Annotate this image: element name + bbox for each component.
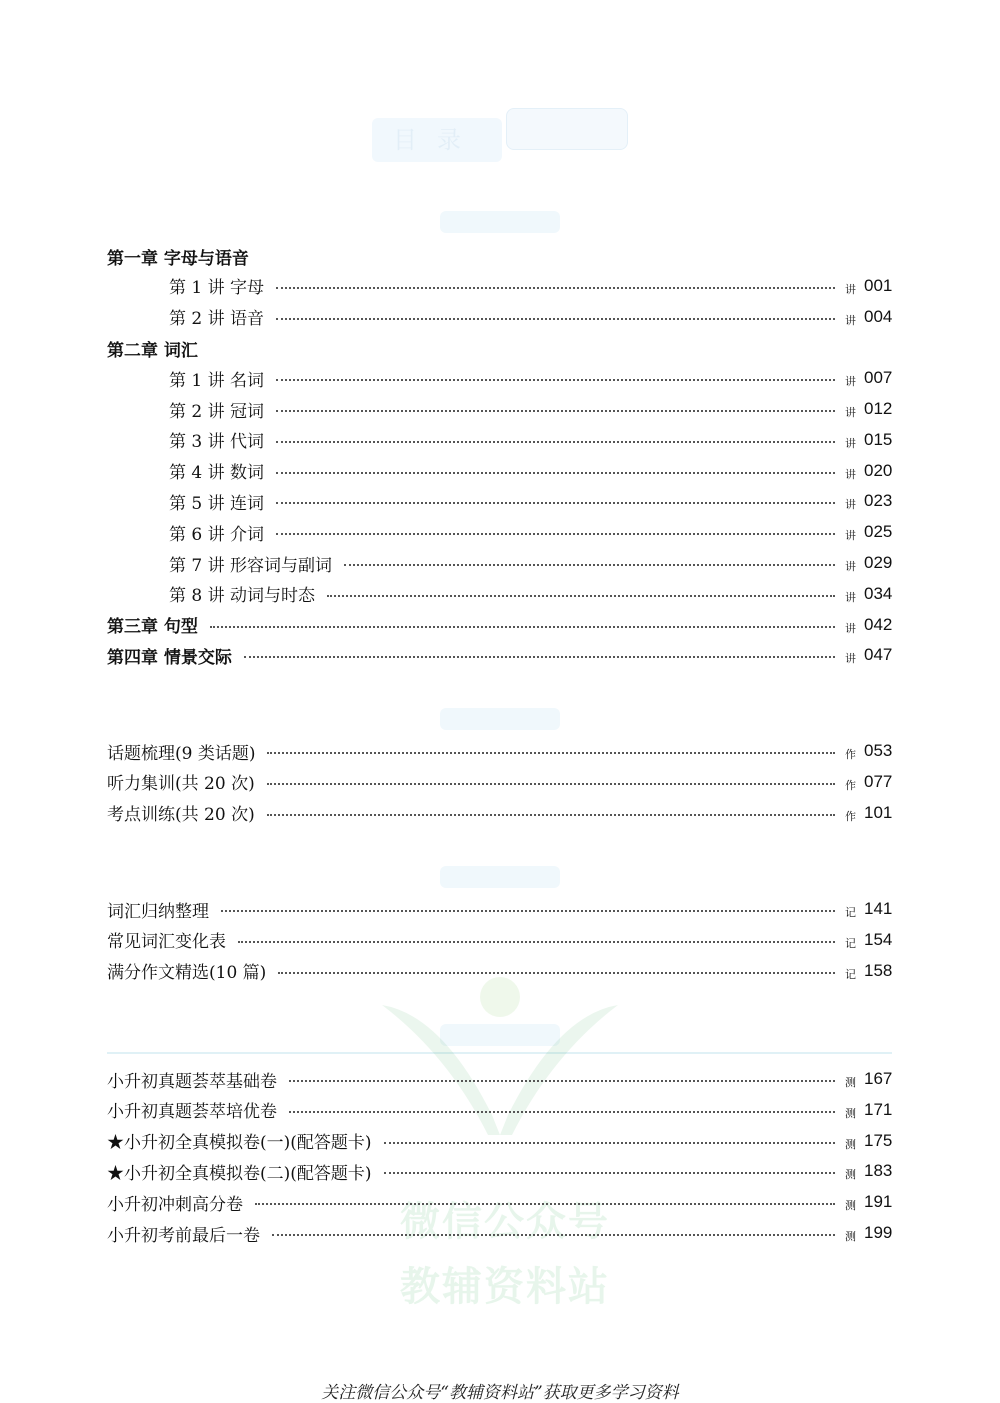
watermark-line1: 微信公众号 — [400, 1199, 610, 1245]
dot-leader — [384, 1142, 835, 1144]
entry-tag: 讲 — [845, 375, 856, 389]
entry-label: 常见词汇变化表 — [107, 932, 226, 953]
dot-leader — [238, 941, 835, 943]
entry-label: 第 2 讲 语音 — [169, 309, 265, 330]
dot-leader — [384, 1172, 835, 1174]
toc-entry[interactable] — [107, 459, 892, 483]
page-number: 023 — [864, 491, 893, 511]
dot-leader — [267, 814, 835, 816]
page-number: 053 — [864, 741, 893, 760]
entry-tag: 讲 — [845, 590, 856, 604]
page-number: 001 — [864, 275, 893, 295]
watermark-line2: 教辅资料站 — [400, 1264, 610, 1310]
entry-tag: 讲 — [845, 621, 856, 635]
entry-label: 考点训练(共 20 次) — [107, 805, 255, 826]
dot-leader — [276, 318, 835, 320]
entry-tag: 记 — [845, 967, 856, 981]
entry-tag: 测 — [845, 1137, 856, 1151]
page-number: 171 — [864, 1099, 893, 1119]
page-number: 029 — [864, 553, 893, 572]
entry-label: 词汇归纳整理 — [107, 901, 209, 922]
entry-tag: 作 — [845, 778, 856, 792]
entry-tag: 作 — [845, 748, 856, 761]
footer-note: 关注微信公众号“教辅资料站”获取更多学习资料 — [321, 1383, 679, 1403]
toc-entry[interactable] — [107, 428, 892, 452]
entry-tag: 讲 — [845, 467, 856, 481]
page-number: 077 — [864, 771, 893, 791]
entry-tag: 讲 — [845, 406, 856, 419]
entry-tag: 讲 — [845, 436, 856, 450]
entry-label: 第 6 讲 介词 — [169, 524, 265, 545]
section-header-memory — [440, 866, 560, 888]
dot-leader — [344, 564, 835, 566]
toc-entry[interactable] — [107, 520, 892, 544]
toc-entry[interactable] — [107, 397, 892, 421]
toc-title: 目录 — [372, 118, 502, 162]
entry-label: 第 8 讲 动词与时态 — [169, 586, 316, 607]
chapter-heading: 第二章 词汇 — [107, 341, 198, 362]
entry-tag: 测 — [845, 1199, 856, 1213]
dot-leader — [276, 379, 835, 381]
entry-tag: 测 — [845, 1230, 856, 1243]
toc-entry[interactable] — [107, 582, 892, 606]
page-number: 175 — [864, 1130, 893, 1150]
dot-leader — [289, 1080, 835, 1082]
toc-entry[interactable] — [107, 613, 892, 637]
dot-leader — [221, 910, 835, 912]
entry-tag: 记 — [845, 906, 856, 919]
toc-entry[interactable] — [107, 801, 892, 825]
dot-leader — [276, 472, 835, 474]
toc-entry[interactable] — [107, 489, 892, 513]
toc-entry[interactable] — [107, 305, 892, 329]
page-number: 191 — [864, 1192, 893, 1212]
section-header-lectures — [440, 211, 560, 233]
entry-tag: 作 — [845, 809, 856, 823]
page-number: 154 — [864, 929, 893, 949]
toc-entry[interactable] — [107, 1159, 892, 1183]
page-number: 183 — [864, 1161, 893, 1181]
dot-leader — [276, 502, 835, 504]
toc-entry[interactable] — [107, 1221, 892, 1245]
dot-leader — [276, 287, 835, 289]
dot-leader — [276, 441, 835, 443]
page-number: 025 — [864, 522, 893, 542]
entry-label: 第 7 讲 形容词与副词 — [169, 555, 333, 576]
toc-entry[interactable] — [107, 643, 892, 667]
entry-label: 第 2 讲 冠词 — [169, 401, 265, 422]
entry-label: 第 4 讲 数词 — [169, 463, 265, 484]
entry-tag: 讲 — [845, 498, 856, 512]
entry-label: 第 1 讲 名词 — [169, 370, 265, 391]
toc-entry[interactable] — [107, 1098, 892, 1122]
entry-tag: 讲 — [845, 313, 856, 327]
section-header-writing — [440, 708, 560, 730]
entry-label: 小升初考前最后一卷 — [107, 1225, 260, 1246]
dot-leader — [289, 1111, 835, 1113]
entry-label: 第三章 句型 — [107, 617, 198, 638]
entry-label: 小升初冲刺高分卷 — [107, 1194, 243, 1215]
toc-entry[interactable] — [107, 770, 892, 794]
page-number: 167 — [864, 1069, 893, 1088]
dot-leader — [267, 752, 835, 754]
page-number: 007 — [864, 368, 893, 388]
dot-leader — [276, 410, 835, 412]
dot-leader — [255, 1203, 835, 1205]
entry-tag: 测 — [845, 1076, 856, 1089]
page-number: 015 — [864, 429, 893, 449]
dot-leader — [267, 783, 835, 785]
entry-tag: 测 — [845, 1168, 856, 1182]
toc-entry[interactable] — [107, 1190, 892, 1214]
toc-entry[interactable] — [107, 1067, 892, 1091]
page-number: 101 — [864, 802, 893, 822]
entry-label: 小升初真题荟萃基础卷 — [107, 1071, 277, 1092]
entry-tag: 记 — [845, 936, 856, 950]
dot-leader — [272, 1234, 835, 1236]
entry-label: 第四章 情景交际 — [107, 647, 232, 668]
page-number: 042 — [864, 614, 893, 634]
entry-label: 满分作文精选(10 篇) — [107, 963, 267, 984]
dot-leader — [244, 656, 835, 658]
entry-label: 话题梳理(9 类话题) — [107, 743, 256, 764]
dot-leader — [278, 972, 835, 974]
dot-leader — [327, 595, 835, 597]
entry-label: ★小升初全真模拟卷(二)(配答题卡) — [107, 1163, 372, 1184]
toc-entry[interactable] — [107, 551, 892, 575]
entry-tag: 测 — [845, 1106, 856, 1120]
page-number: 020 — [864, 460, 893, 480]
toc-entry[interactable] — [107, 1129, 892, 1153]
page-number: 004 — [864, 306, 893, 326]
page-number: 199 — [864, 1223, 893, 1242]
entry-label: 小升初真题荟萃培优卷 — [107, 1102, 277, 1123]
title-tag-badge — [506, 108, 628, 150]
entry-tag: 讲 — [845, 282, 856, 296]
toc-entry[interactable] — [107, 366, 892, 390]
dot-leader — [210, 626, 835, 628]
toc-entry[interactable] — [107, 897, 892, 921]
entry-label: 第 3 讲 代词 — [169, 432, 265, 453]
entry-tag: 讲 — [845, 560, 856, 573]
toc-entry[interactable] — [107, 274, 892, 298]
page-number: 012 — [864, 399, 893, 418]
entry-label: 第 5 讲 连词 — [169, 493, 265, 514]
page-number: 141 — [864, 899, 893, 918]
entry-label: ★小升初全真模拟卷(一)(配答题卡) — [107, 1133, 372, 1154]
toc-entry[interactable] — [107, 959, 892, 983]
toc-entry[interactable] — [107, 739, 892, 763]
entry-tag: 讲 — [845, 652, 856, 666]
entry-tag: 讲 — [845, 529, 856, 543]
page-number: 034 — [864, 583, 893, 603]
page-number: 047 — [864, 645, 893, 665]
entry-label: 第 1 讲 字母 — [169, 278, 265, 299]
page-number: 158 — [864, 960, 893, 980]
entry-label: 听力集训(共 20 次) — [107, 774, 255, 795]
toc-entry[interactable] — [107, 928, 892, 952]
chapter-heading: 第一章 字母与语音 — [107, 249, 249, 269]
dot-leader — [276, 533, 835, 535]
